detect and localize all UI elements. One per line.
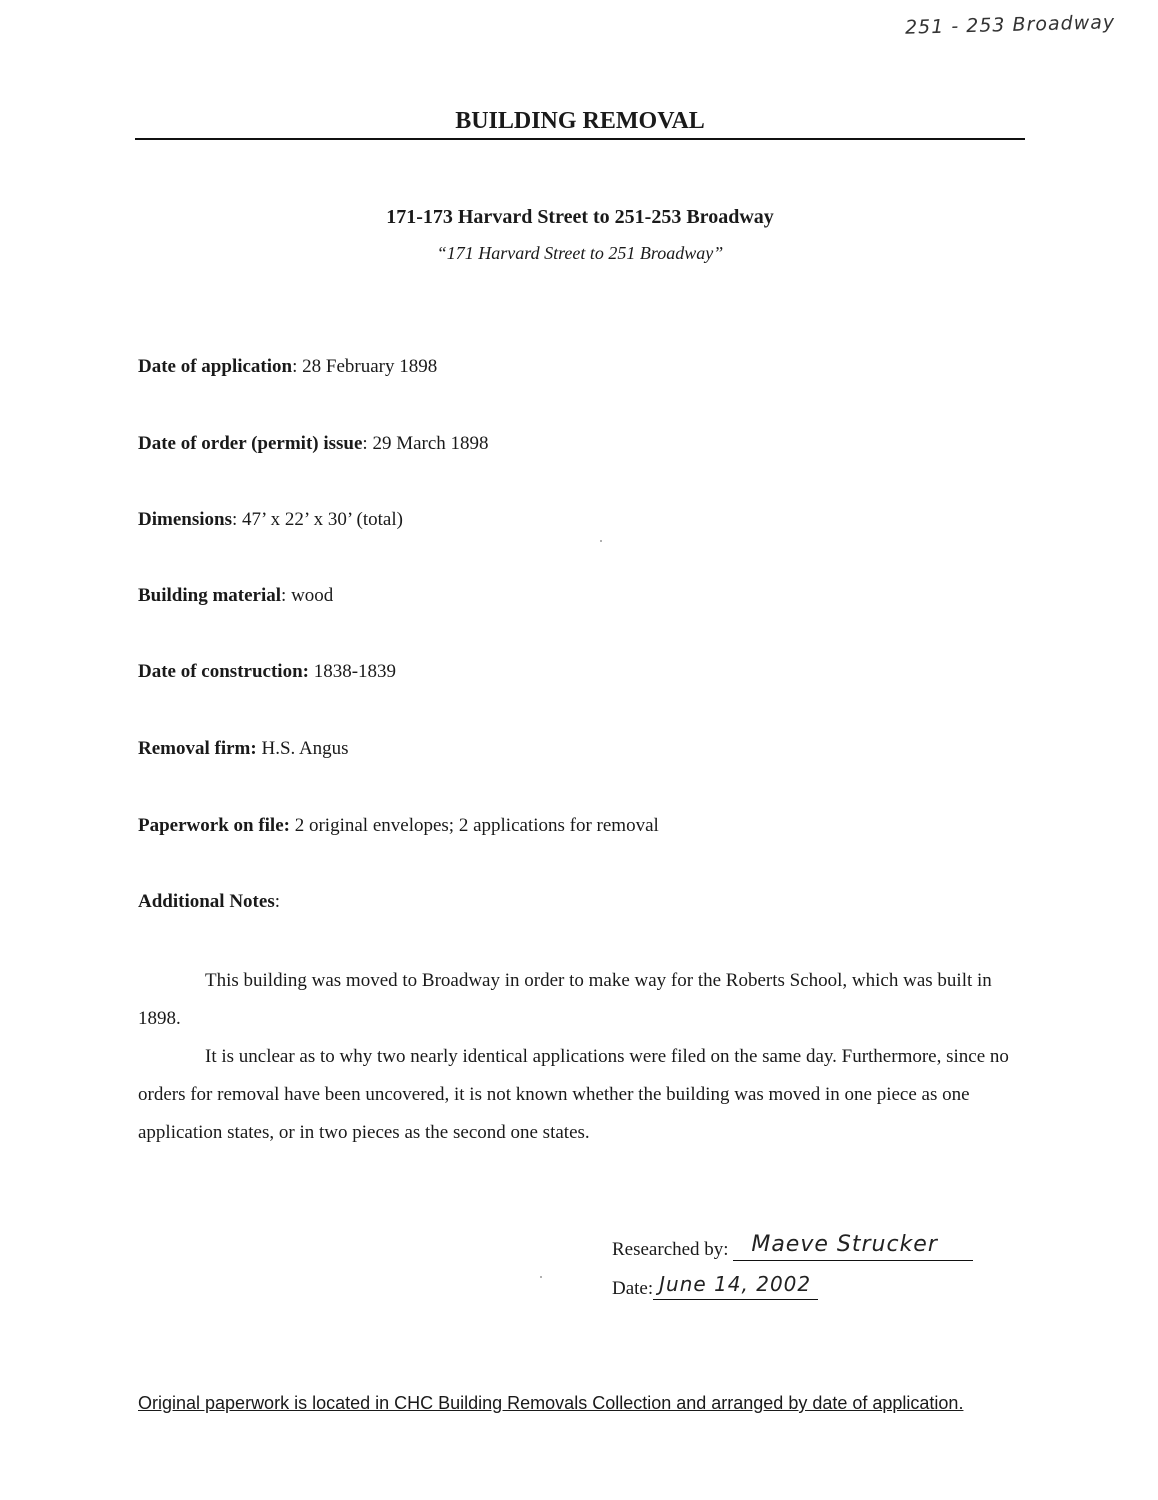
- field-value: 28 February 1898: [302, 356, 438, 377]
- field-value: wood: [291, 585, 334, 606]
- date-row: [612, 1273, 818, 1300]
- field-date-of-order: [138, 433, 489, 455]
- field-separator: :: [281, 585, 287, 606]
- date-label: Date:: [612, 1278, 654, 1299]
- field-value: 47’ x 22’ x 30’ (total): [242, 509, 403, 530]
- scan-speck: [540, 1276, 542, 1278]
- field-label: Dimensions: [138, 509, 232, 530]
- field-building-material: [138, 585, 333, 607]
- field-paperwork-on-file: [138, 815, 659, 837]
- collection-footer-note: Original paperwork is located in CHC Building Removals Collection and arranged by date of application.: [138, 1393, 964, 1413]
- field-value: 2 original envelopes; 2 applications for removal: [294, 815, 659, 836]
- alternate-address: “171 Harvard Street to 251 Broadway”: [436, 243, 724, 263]
- notes-paragraph-2: It is unclear as to why two nearly identical applications were filed on the same day. Furthermore, since no orders for removal have been uncovered, it is not known whether the building was moved in one piece as one application states, or in two pieces as the second one states.: [138, 1046, 1009, 1143]
- address-heading: 171-173 Harvard Street to 251-253 Broadway: [386, 206, 774, 228]
- handwritten-corner-note: 251 - 253 Broadway: [904, 11, 1116, 39]
- field-value: 1838-1839: [313, 661, 397, 682]
- field-label: Removal firm:: [138, 738, 257, 759]
- researcher-signature: Maeve Strucker: [751, 1232, 938, 1257]
- additional-notes-heading: [138, 891, 280, 913]
- notes-separator: :: [274, 891, 280, 912]
- field-label: Date of application: [138, 356, 293, 377]
- field-separator: :: [231, 509, 238, 530]
- researcher-signature-line: [733, 1234, 973, 1261]
- handwritten-date: June 14, 2002: [659, 1272, 812, 1296]
- field-separator: :: [362, 433, 368, 454]
- field-dimensions: [138, 509, 403, 531]
- field-label: Paperwork on file:: [138, 815, 290, 836]
- field-label: Date of order (permit) issue: [138, 433, 363, 454]
- title-divider: [135, 138, 1025, 140]
- field-removal-firm: [138, 738, 349, 760]
- scan-speck: [600, 540, 602, 542]
- researched-by-label: Researched by:: [612, 1239, 729, 1260]
- notes-paragraph-1: This building was moved to Broadway in order to make way for the Roberts School, which was built in 1898.: [138, 970, 992, 1029]
- field-label: Date of construction:: [138, 661, 309, 682]
- notes-label-text: Additional Notes: [138, 891, 275, 912]
- field-date-of-construction: [138, 661, 396, 683]
- page-title: BUILDING REMOVAL: [455, 108, 705, 134]
- field-value: H.S. Angus: [261, 738, 349, 759]
- field-date-of-application: [138, 356, 437, 378]
- field-value: 29 March 1898: [372, 433, 489, 454]
- field-label: Building material: [138, 585, 282, 606]
- researched-by-row: [612, 1234, 973, 1261]
- field-separator: :: [292, 356, 298, 377]
- date-signature-line: [653, 1273, 818, 1300]
